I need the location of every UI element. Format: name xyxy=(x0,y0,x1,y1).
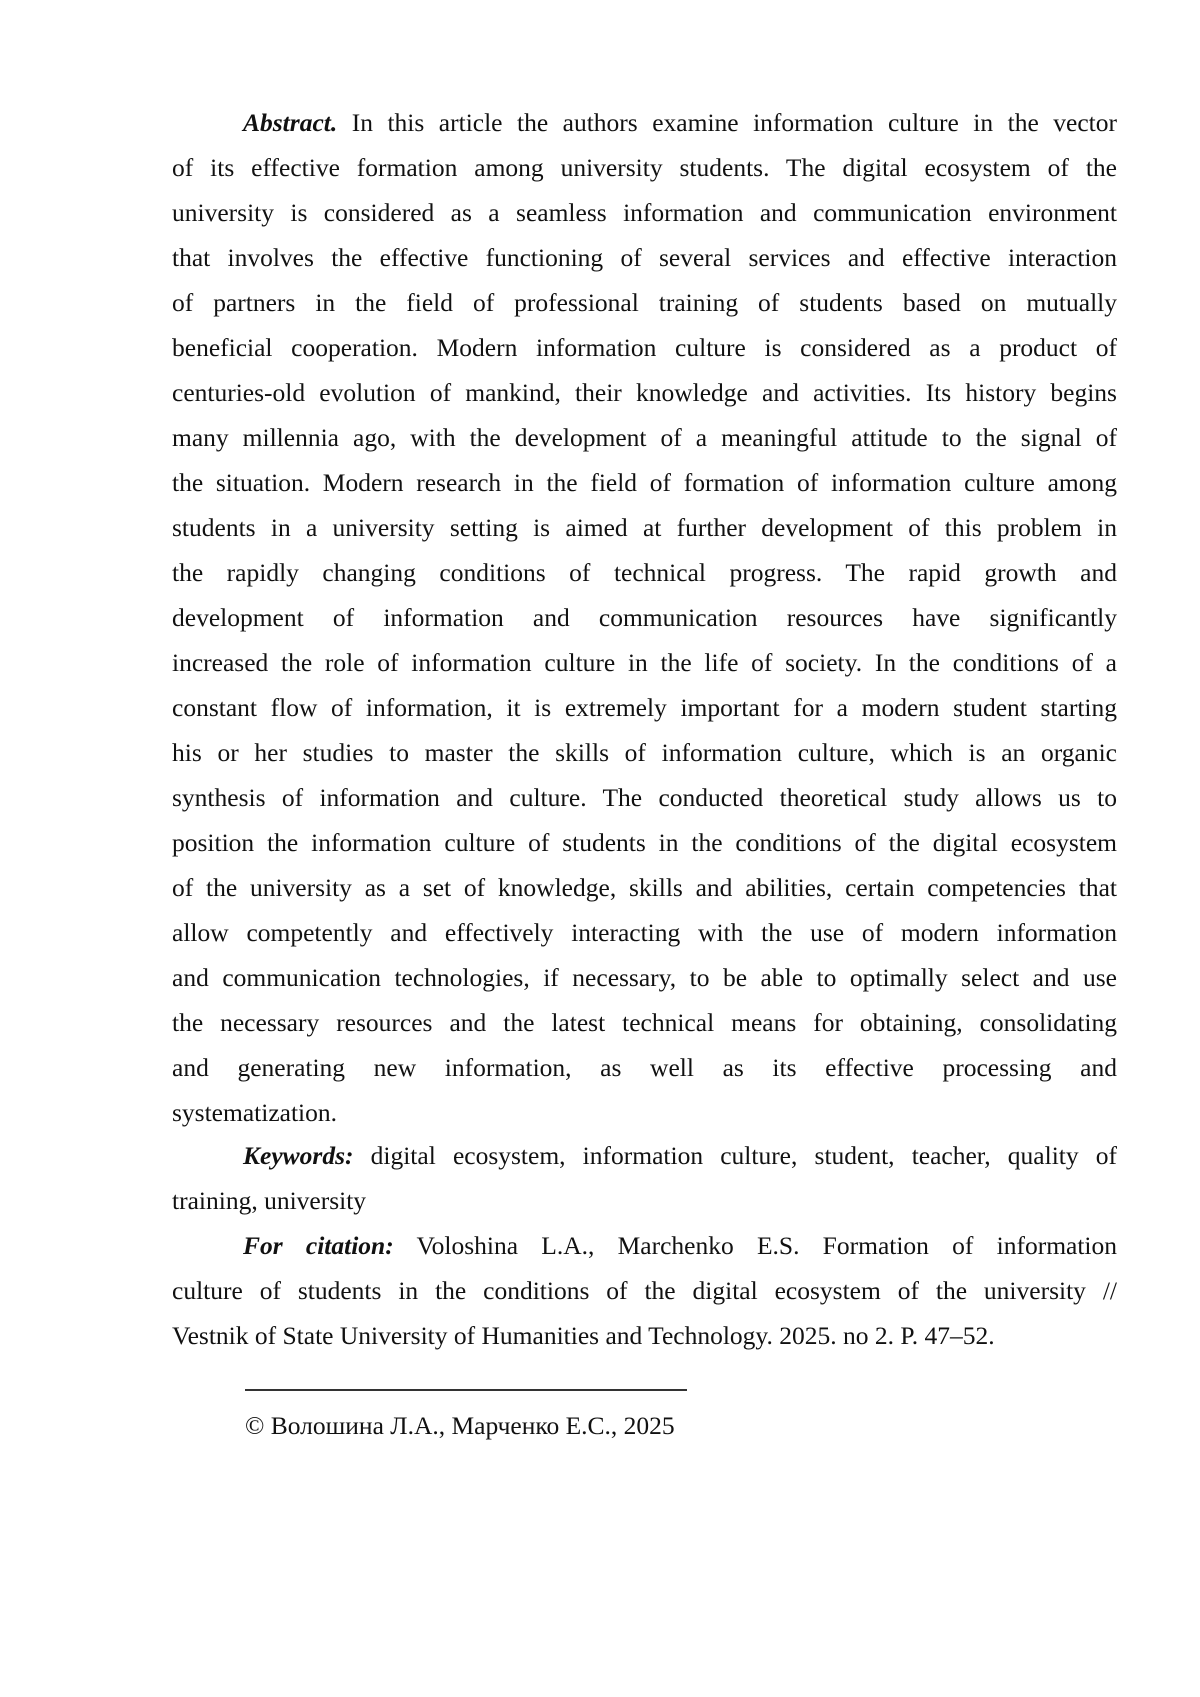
abstract-text: increased the role of information culture in the life of society. In the conditions of a xyxy=(172,648,1117,677)
abstract-line xyxy=(172,1000,1117,1045)
keywords-line xyxy=(172,1178,1117,1223)
abstract-text: and generating new information, as well as its effective processing and xyxy=(172,1053,1117,1082)
abstract-line xyxy=(172,280,1117,325)
citation-line xyxy=(172,1223,1117,1268)
keywords-paragraph xyxy=(172,1133,1117,1223)
abstract-line xyxy=(172,775,1117,820)
abstract-text: the rapidly changing conditions of technical progress. The rapid growth and xyxy=(172,558,1117,587)
abstract-line xyxy=(172,190,1117,235)
citation-paragraph xyxy=(172,1223,1117,1358)
abstract-text: many millennia ago, with the development of a meaningful attitude to the signal of xyxy=(172,423,1117,452)
abstract-line xyxy=(172,1045,1117,1090)
abstract-line xyxy=(172,415,1117,460)
abstract-text: development of information and communication resources have significantly xyxy=(172,603,1117,632)
abstract-text: position the information culture of students in the conditions of the digital ecosystem xyxy=(172,828,1117,857)
keywords-label: Keywords: xyxy=(243,1141,354,1170)
abstract-line xyxy=(172,550,1117,595)
citation-text: Voloshina L.A., Marchenko E.S. Formation of information xyxy=(394,1231,1117,1260)
abstract-text: beneficial cooperation. Modern information culture is considered as a product of xyxy=(172,333,1117,362)
abstract-line xyxy=(172,910,1117,955)
abstract-line xyxy=(172,640,1117,685)
abstract-text: systematization. xyxy=(172,1098,337,1127)
citation-text: Vestnik of State University of Humanities and Technology. 2025. no 2. P. 47–52. xyxy=(172,1321,995,1350)
abstract-text: university is considered as a seamless information and communication environment xyxy=(172,198,1117,227)
abstract-text: of its effective formation among university students. The digital ecosystem of the xyxy=(172,153,1117,182)
abstract-paragraph xyxy=(172,100,1117,1135)
abstract-text: of the university as a set of knowledge, skills and abilities, certain competencies that xyxy=(172,873,1117,902)
keywords-text: training, university xyxy=(172,1186,366,1215)
abstract-text: his or her studies to master the skills of information culture, which is an organic xyxy=(172,738,1117,767)
abstract-text: allow competently and effectively interacting with the use of modern information xyxy=(172,918,1117,947)
abstract-text: and communication technologies, if necessary, to be able to optimally select and use xyxy=(172,963,1117,992)
abstract-line xyxy=(172,100,1117,145)
abstract-line xyxy=(172,145,1117,190)
abstract-text: synthesis of information and culture. The conducted theoretical study allows us to xyxy=(172,783,1117,812)
citation-line xyxy=(172,1313,1117,1358)
abstract-line xyxy=(172,820,1117,865)
keywords-text: digital ecosystem, information culture, student, teacher, quality of xyxy=(354,1141,1118,1170)
citation-label: For citation: xyxy=(243,1231,394,1260)
abstract-line xyxy=(172,325,1117,370)
abstract-line xyxy=(172,865,1117,910)
abstract-text: centuries-old evolution of mankind, their knowledge and activities. Its history begins xyxy=(172,378,1117,407)
citation-text: culture of students in the conditions of the digital ecosystem of the university // xyxy=(172,1276,1117,1305)
abstract-line xyxy=(172,955,1117,1000)
copyright-notice: © Волошина Л.А., Марченко Е.С., 2025 xyxy=(245,1403,675,1448)
abstract-line xyxy=(172,460,1117,505)
abstract-line xyxy=(172,505,1117,550)
abstract-line xyxy=(172,595,1117,640)
abstract-text: the situation. Modern research in the field of formation of information culture among xyxy=(172,468,1117,497)
abstract-text: students in a university setting is aimed at further development of this problem in xyxy=(172,513,1117,542)
abstract-line xyxy=(172,685,1117,730)
abstract-line xyxy=(172,370,1117,415)
keywords-line xyxy=(172,1133,1117,1178)
abstract-text: that involves the effective functioning of several services and effective interaction xyxy=(172,243,1117,272)
citation-line xyxy=(172,1268,1117,1313)
abstract-line xyxy=(172,235,1117,280)
abstract-text: of partners in the field of professional training of students based on mutually xyxy=(172,288,1117,317)
abstract-label: Abstract. xyxy=(243,108,337,137)
footnote-divider xyxy=(245,1389,687,1391)
abstract-line xyxy=(172,730,1117,775)
abstract-text: constant flow of information, it is extremely important for a modern student starting xyxy=(172,693,1117,722)
abstract-text: In this article the authors examine information culture in the vector xyxy=(337,108,1117,137)
abstract-line xyxy=(172,1090,1117,1135)
abstract-text: the necessary resources and the latest technical means for obtaining, consolidating xyxy=(172,1008,1117,1037)
